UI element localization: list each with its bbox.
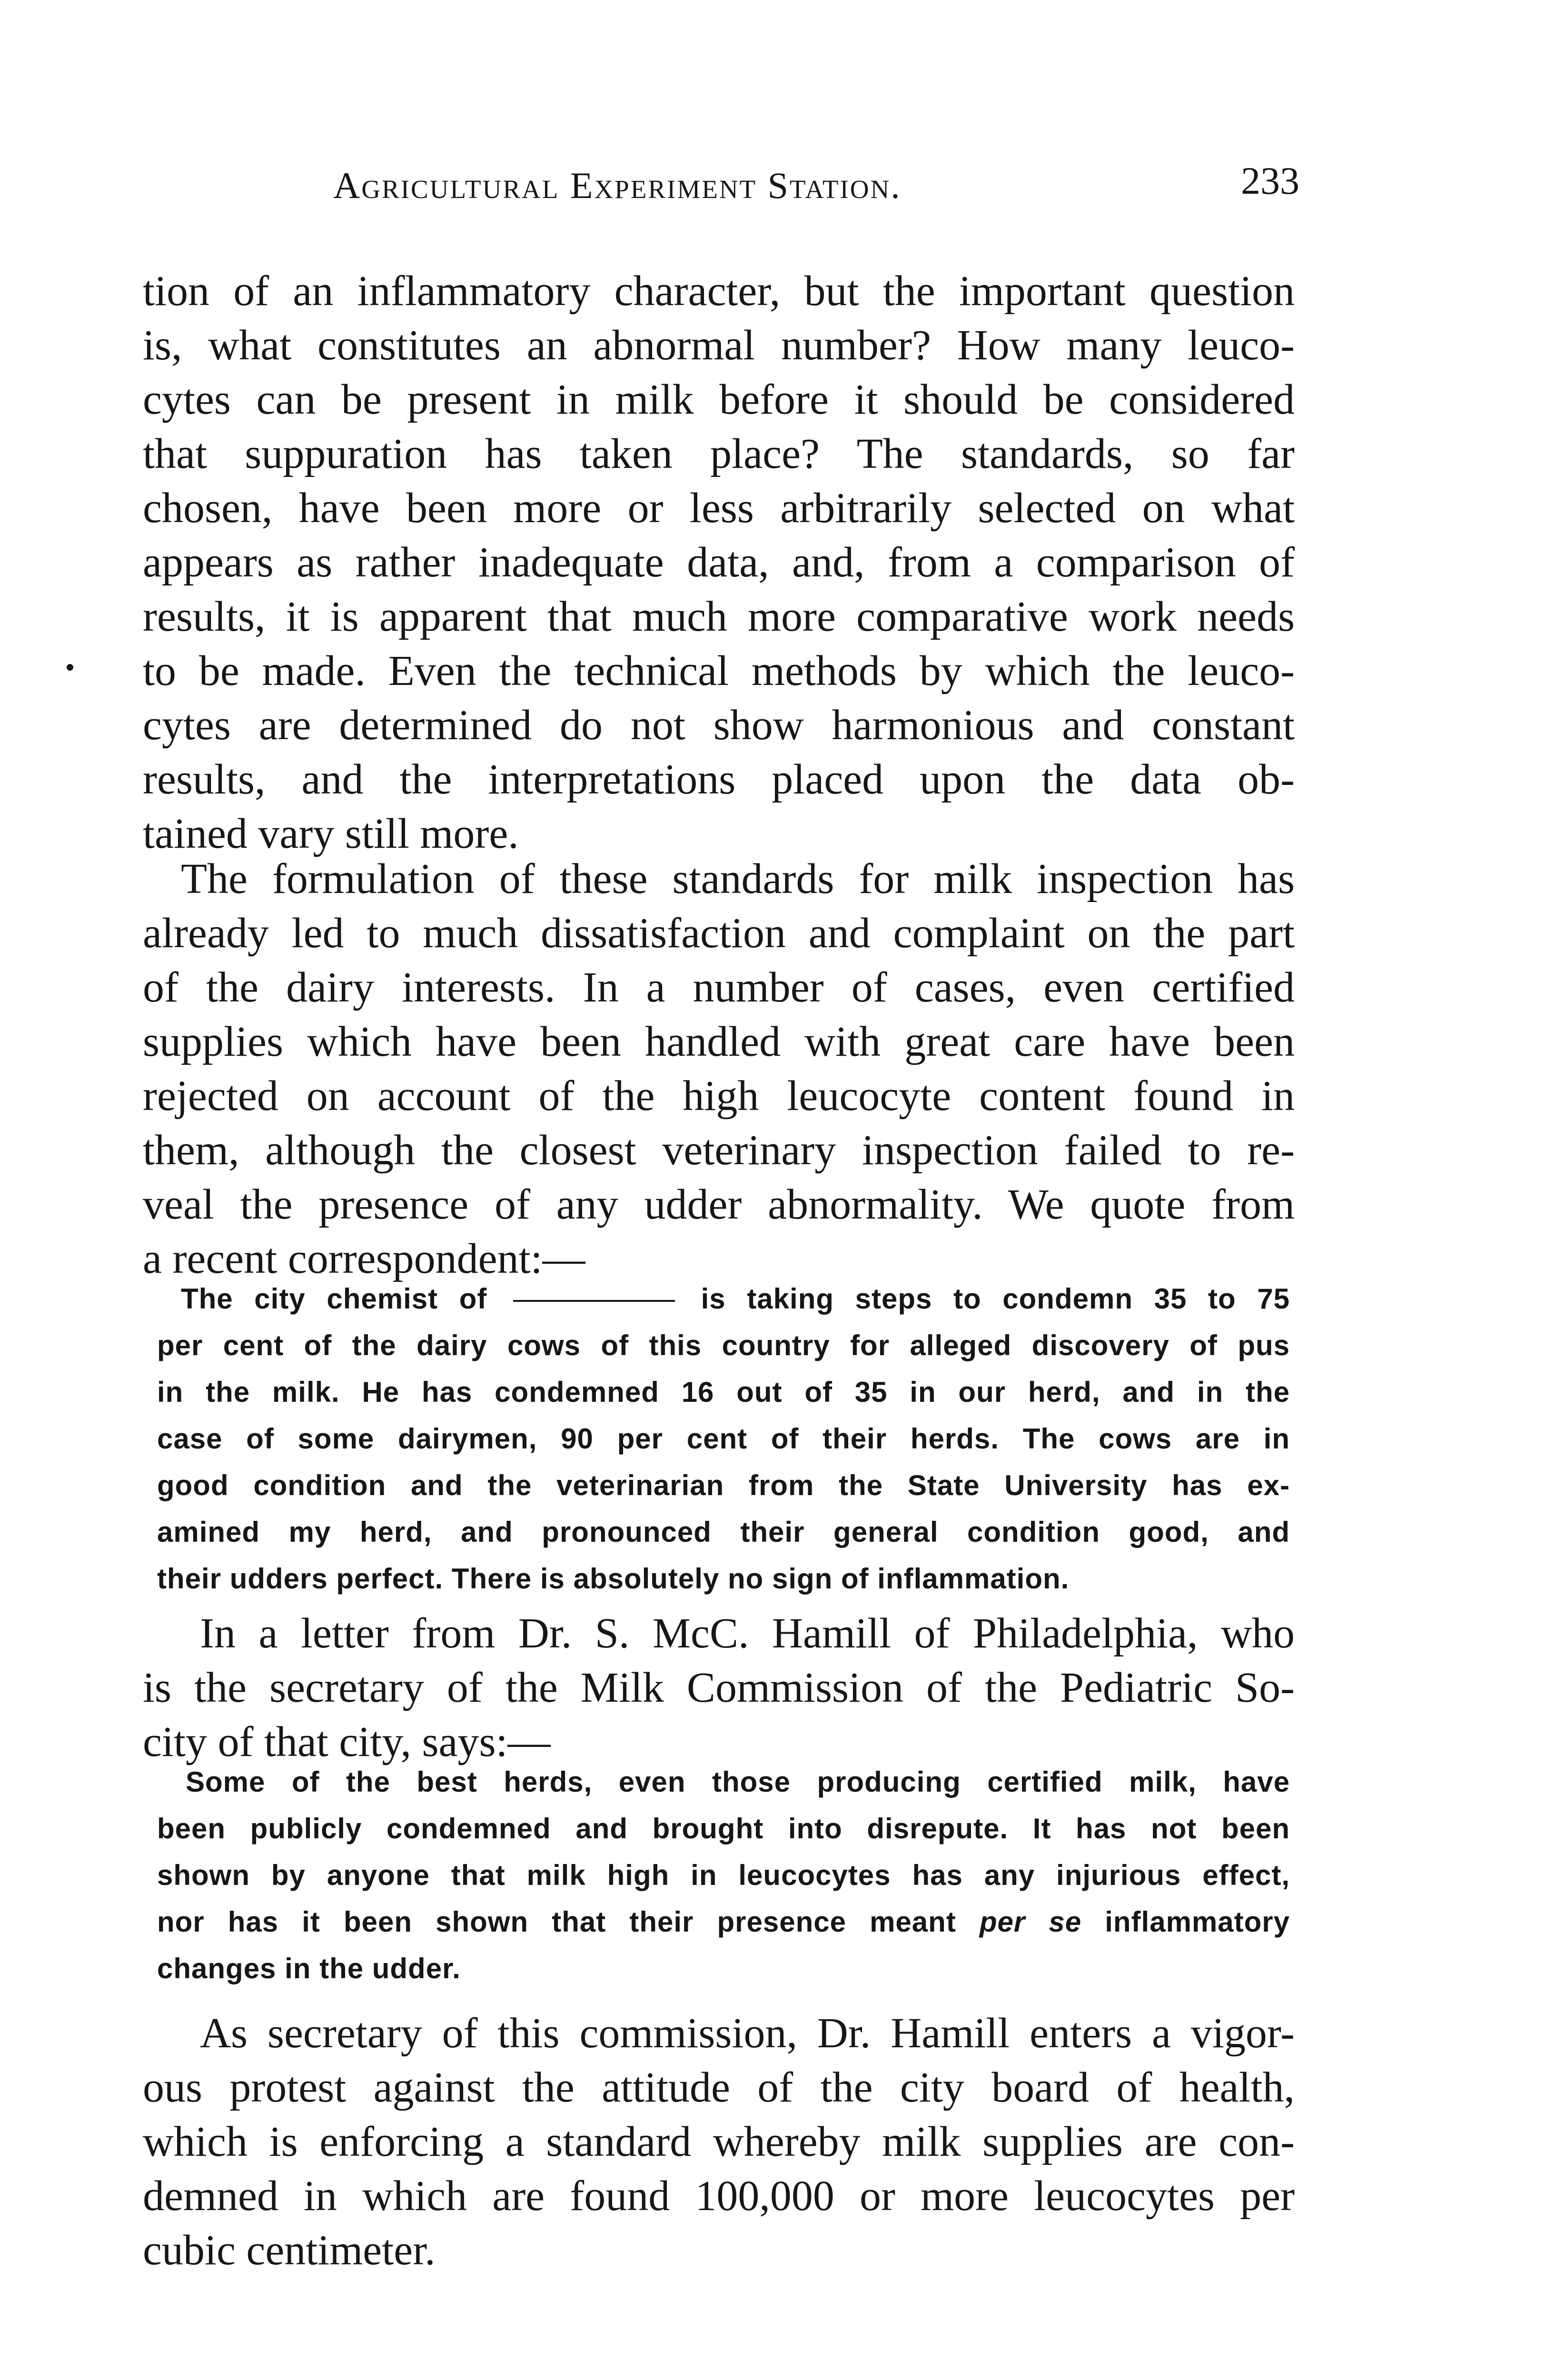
quote-line: been publicly condemned and brought into disrepute. It has not been: [157, 1813, 1290, 1844]
quote-line: good condition and the veterinarian from the State University has ex-: [157, 1469, 1290, 1501]
paragraph-line: In a letter from Dr. S. McC. Hamill of Philadelphia, who: [200, 1610, 1295, 1657]
paragraph-line: to be made. Even the technical methods by which the leuco-: [143, 647, 1295, 694]
paragraph-line: appears as rather inadequate data, and, from a comparison of: [143, 539, 1295, 586]
paragraph-line: supplies which have been handled with great care have been: [143, 1018, 1295, 1065]
paragraph-line: ous protest against the attitude of the city board of health,: [143, 2064, 1295, 2111]
redaction-rule: [513, 1300, 675, 1302]
quote-line-start: The city chemist of: [181, 1283, 487, 1315]
block-quote-1: [157, 1276, 1290, 1602]
paragraph-line: chosen, have been more or less arbitrarily selected on what: [143, 485, 1295, 532]
quote-line-part: inflammatory: [1105, 1906, 1290, 1938]
paragraph-line: cubic centimeter.: [143, 2227, 436, 2274]
margin-mark: [67, 664, 73, 671]
paragraph-line: already led to much dissatisfaction and complaint on the part: [143, 910, 1295, 957]
paragraph-line: veal the presence of any udder abnormality. We quote from: [143, 1181, 1295, 1228]
quote-line: their udders perfect. There is absolutely no sign of inflammation.: [157, 1563, 1070, 1595]
quote-line: case of some dairymen, 90 per cent of their herds. The cows are in: [157, 1423, 1290, 1455]
quote-line: per cent of the dairy cows of this country for alleged discovery of pus: [157, 1329, 1290, 1361]
quote-line: in the milk. He has condemned 16 out of 35 in our herd, and in the: [157, 1376, 1290, 1408]
paragraph-line: that suppuration has taken place? The standards, so far: [143, 430, 1295, 477]
quote-line-end: is taking steps to condemn 35 to 75: [701, 1283, 1290, 1315]
paragraph-line: tion of an inflammatory character, but the important question: [143, 268, 1295, 315]
quote-line-part: nor has it been shown that their presence meant: [157, 1906, 956, 1938]
paragraph-line: cytes are determined do not show harmonious and constant: [143, 702, 1295, 749]
paragraph-line: of the dairy interests. In a number of cases, even certified: [143, 964, 1295, 1011]
paragraph-3: [143, 1606, 1295, 1769]
paragraph-line: a recent correspondent:—: [143, 1235, 585, 1282]
paragraph-line: rejected on account of the high leucocyte content found in: [143, 1072, 1295, 1120]
quote-line: amined my herd, and pronounced their general condition good, and: [157, 1516, 1290, 1548]
paragraph-line: cytes can be present in milk before it should be considered: [143, 376, 1295, 423]
paragraph-1: [143, 264, 1295, 861]
paragraph-4: [143, 2006, 1295, 2278]
paragraph-line: city of that city, says:—: [143, 1718, 551, 1765]
paragraph-line: results, it is apparent that much more comparative work needs: [143, 593, 1295, 640]
paragraph-line: tained vary still more.: [143, 810, 519, 857]
paragraph-line: demned in which are found 100,000 or more leucocytes per: [143, 2172, 1295, 2220]
paragraph-line: As secretary of this commission, Dr. Hamill enters a vigor-: [200, 2010, 1295, 2057]
paragraph-line: which is enforcing a standard whereby milk supplies are con-: [143, 2118, 1295, 2165]
running-head-title: Agricultural Experiment Station.: [333, 165, 902, 206]
quote-line: [157, 1899, 1290, 1945]
quote-line: [157, 1276, 1290, 1322]
quote-line: changes in the udder.: [157, 1953, 461, 1984]
latin-phrase: per se: [979, 1906, 1082, 1938]
paragraph-line: is the secretary of the Milk Commission of the Pediatric So-: [143, 1664, 1295, 1711]
quote-line: shown by anyone that milk high in leucocytes has any injurious effect,: [157, 1859, 1290, 1891]
paragraph-2: [143, 852, 1295, 1286]
quote-line: Some of the best herds, even those producing certified milk, have: [186, 1766, 1290, 1798]
paragraph-line: is, what constitutes an abnormal number? How many leuco-: [143, 322, 1295, 369]
block-quote-2: [157, 1759, 1290, 1992]
paragraph-line: them, although the closest veterinary inspection failed to re-: [143, 1127, 1295, 1174]
paragraph-line: The formulation of these standards for milk inspection has: [181, 855, 1295, 902]
paragraph-line: results, and the interpretations placed upon the data ob-: [143, 756, 1295, 803]
page-number: 233: [1241, 159, 1299, 202]
